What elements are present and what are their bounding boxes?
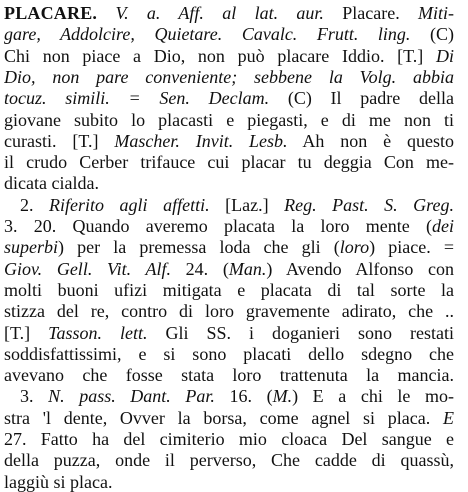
entry-line <box>4 279 454 302</box>
entry-text: soddisfattissimi, e si sono placati dello sdegno che <box>4 343 454 364</box>
entry-text: N. pass. Dant. Par. <box>48 386 215 407</box>
entry-text: E <box>443 407 454 428</box>
entry-line <box>4 215 454 238</box>
entry-line <box>20 194 454 217</box>
entry-text: Riferito agli affetti. <box>49 194 210 215</box>
entry-text: molti buoni ufizi mitigata e placata di tal sorte la <box>4 279 454 300</box>
entry-text <box>97 3 115 23</box>
entry-text: 27. Fatto ha del cimiterio mio cloaca Del sangue e <box>4 429 454 449</box>
entry-line <box>4 428 454 451</box>
entry-line <box>4 23 454 46</box>
entry-text: dicata cialda. <box>4 173 99 194</box>
entry-text: Di <box>436 45 454 66</box>
entry-line <box>4 236 454 259</box>
entry-text: Giov. Gell. Vit. Alf. <box>4 258 171 279</box>
entry-text: della puzza, onde il perverso, Che cadde di quassù, <box>4 450 454 471</box>
entry-line <box>4 66 454 89</box>
entry-text: Tasson. lett. <box>48 322 148 343</box>
entry-text: 16. ( <box>214 386 273 407</box>
entry-text: 2. <box>20 194 50 215</box>
entry-text: Ah non è questo <box>287 130 454 151</box>
entry-text: 24. ( <box>171 258 229 279</box>
entry-text: V. a. Aff. al lat. aur. <box>115 3 324 23</box>
entry-text: 3. <box>20 386 49 407</box>
entry-line <box>4 258 454 281</box>
entry-text: (C) <box>410 24 454 45</box>
entry-line <box>4 87 454 110</box>
entry-line <box>4 2 454 25</box>
entry-text: ) piace. = <box>369 237 454 258</box>
entry-text: Reg. Past. S. Greg. <box>284 194 454 215</box>
entry-text: ) per la premessa loda che gli ( <box>58 237 340 258</box>
entry-text: [Laz.] <box>209 194 285 215</box>
entry-text: (C) Il padre della <box>269 88 454 109</box>
entry-text: curasti. [T.] <box>4 130 115 151</box>
entry-line <box>4 151 454 174</box>
entry-line <box>4 343 454 366</box>
entry-text: stra 'l dente, Ovver la borsa, come agnel si placa. <box>4 407 443 428</box>
entry-text: ) E a chi le mo- <box>292 386 454 407</box>
entry-line <box>4 449 454 472</box>
entry-line <box>4 45 454 68</box>
entry-text: Placare. <box>323 3 419 23</box>
entry-line <box>4 471 454 492</box>
entry-text: Miti- <box>418 3 454 23</box>
entry-text: giovane subito lo placasti e piegasti, e di me non ti <box>4 109 454 130</box>
entry-text: M. <box>272 386 293 407</box>
entry-line <box>4 109 454 132</box>
entry-line <box>20 385 454 408</box>
entry-text: superbi <box>4 237 58 258</box>
entry-text: laggiù si placa. <box>4 471 113 492</box>
headword: PLACARE. <box>4 3 98 23</box>
entry-line <box>4 407 454 430</box>
entry-line <box>4 130 454 153</box>
entry-text: dei <box>432 216 454 236</box>
entry-text: Gli SS. i doganieri sono restati <box>147 322 454 343</box>
entry-text: Dio, non pare conveniente; sebbene la Volg. abbia <box>4 66 454 87</box>
entry-text: avevano che fosse stata loro trattenuta la mancia. <box>4 365 454 386</box>
entry-line <box>4 300 454 323</box>
entry-line <box>4 322 454 345</box>
entry-text: Chi non piace a Dio, non può placare Iddio. [T.] <box>4 45 436 66</box>
entry-text: Man. <box>228 258 267 279</box>
entry-text: ) Avendo Alfonso con <box>266 258 454 279</box>
entry-text: il crudo Cerber trifauce cui placar tu deggia Con me- <box>4 152 454 173</box>
entry-text: tocuz. simili. = Sen. Declam. <box>4 88 270 109</box>
entry-text: Mascher. Invit. Lesb. <box>114 130 288 151</box>
entry-text: loro <box>339 237 370 258</box>
entry-text: 3. 20. Quando averemo placata la loro mente ( <box>4 216 432 236</box>
entry-text: stizza del re, contro di loro gravemente adirato, che .. <box>4 301 454 322</box>
entry-line <box>4 364 454 387</box>
entry-text: gare, Addolcire, Quietare. Cavalc. Frutt. ling. <box>4 24 411 45</box>
entry-line <box>4 172 454 195</box>
entry-text: [T.] <box>4 322 49 343</box>
